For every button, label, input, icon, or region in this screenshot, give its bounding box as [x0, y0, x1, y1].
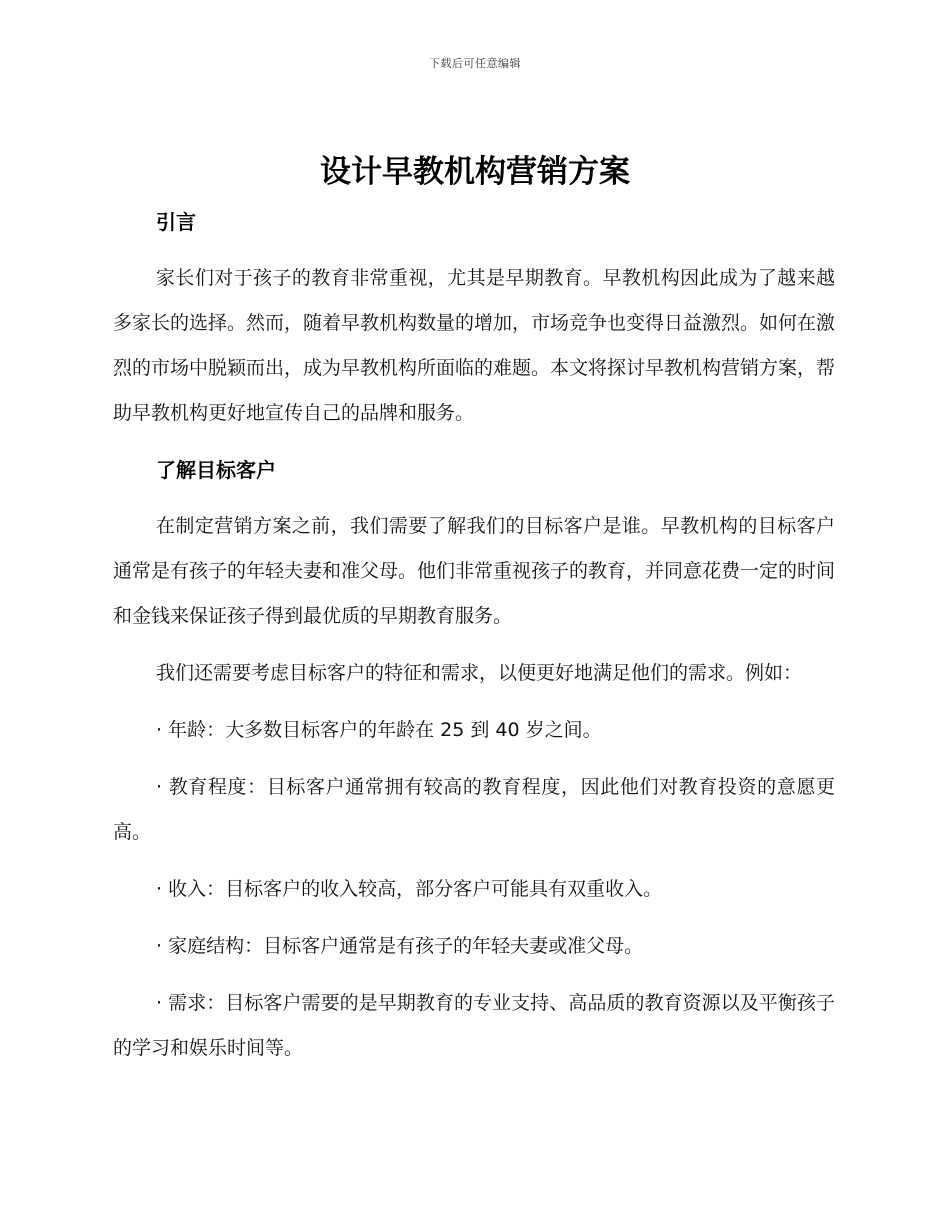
paragraph-intro: 家长们对于孩子的教育非常重视，尤其是早期教育。早教机构因此成为了越来越多家长的选择。然而，随着早教机构数量的增加，市场竞争也变得日益激烈。如何在激烈的市场中脱颖而出，成为早教机构所面临的难题。本文将探讨早教机构营销方案，帮助早教机构更好地宣传自己的品牌和服务。 [113, 267, 836, 424]
section-heading-intro: 引言 [156, 210, 196, 234]
header-note: 下载后可任意编辑 [429, 57, 521, 70]
list-item-education: · 教育程度：目标客户通常拥有较高的教育程度，因此他们对教育投资的意愿更高。 [113, 776, 835, 843]
section-heading-target-customers: 了解目标客户 [156, 458, 276, 482]
document-title: 设计早教机构营销方案 [320, 154, 630, 190]
paragraph-customer-needs: 我们还需要考虑目标客户的特征和需求，以便更好地满足他们的需求。例如： [156, 662, 803, 684]
list-item-family-structure: · 家庭结构：目标客户通常是有孩子的年轻夫妻或准父母。 [156, 935, 644, 957]
list-item-age: · 年龄：大多数目标客户的年龄在 25 到 40 岁之间。 [156, 719, 602, 741]
document-body [113, 200, 835, 1071]
list-item-income: · 收入：目标客户的收入较高，部分客户可能具有双重收入。 [156, 878, 663, 900]
list-item-needs: · 需求：目标客户需要的是早期教育的专业支持、高品质的教育资源以及平衡孩子的学习和娱乐时间等。 [113, 992, 835, 1059]
paragraph-target-customers: 在制定营销方案之前，我们需要了解我们的目标客户是谁。早教机构的目标客户通常是有孩子的年轻夫妻和准父母。他们非常重视孩子的教育，并同意花费一定的时间和金钱来保证孩子得到最优质的早期教育服务。 [113, 515, 836, 627]
